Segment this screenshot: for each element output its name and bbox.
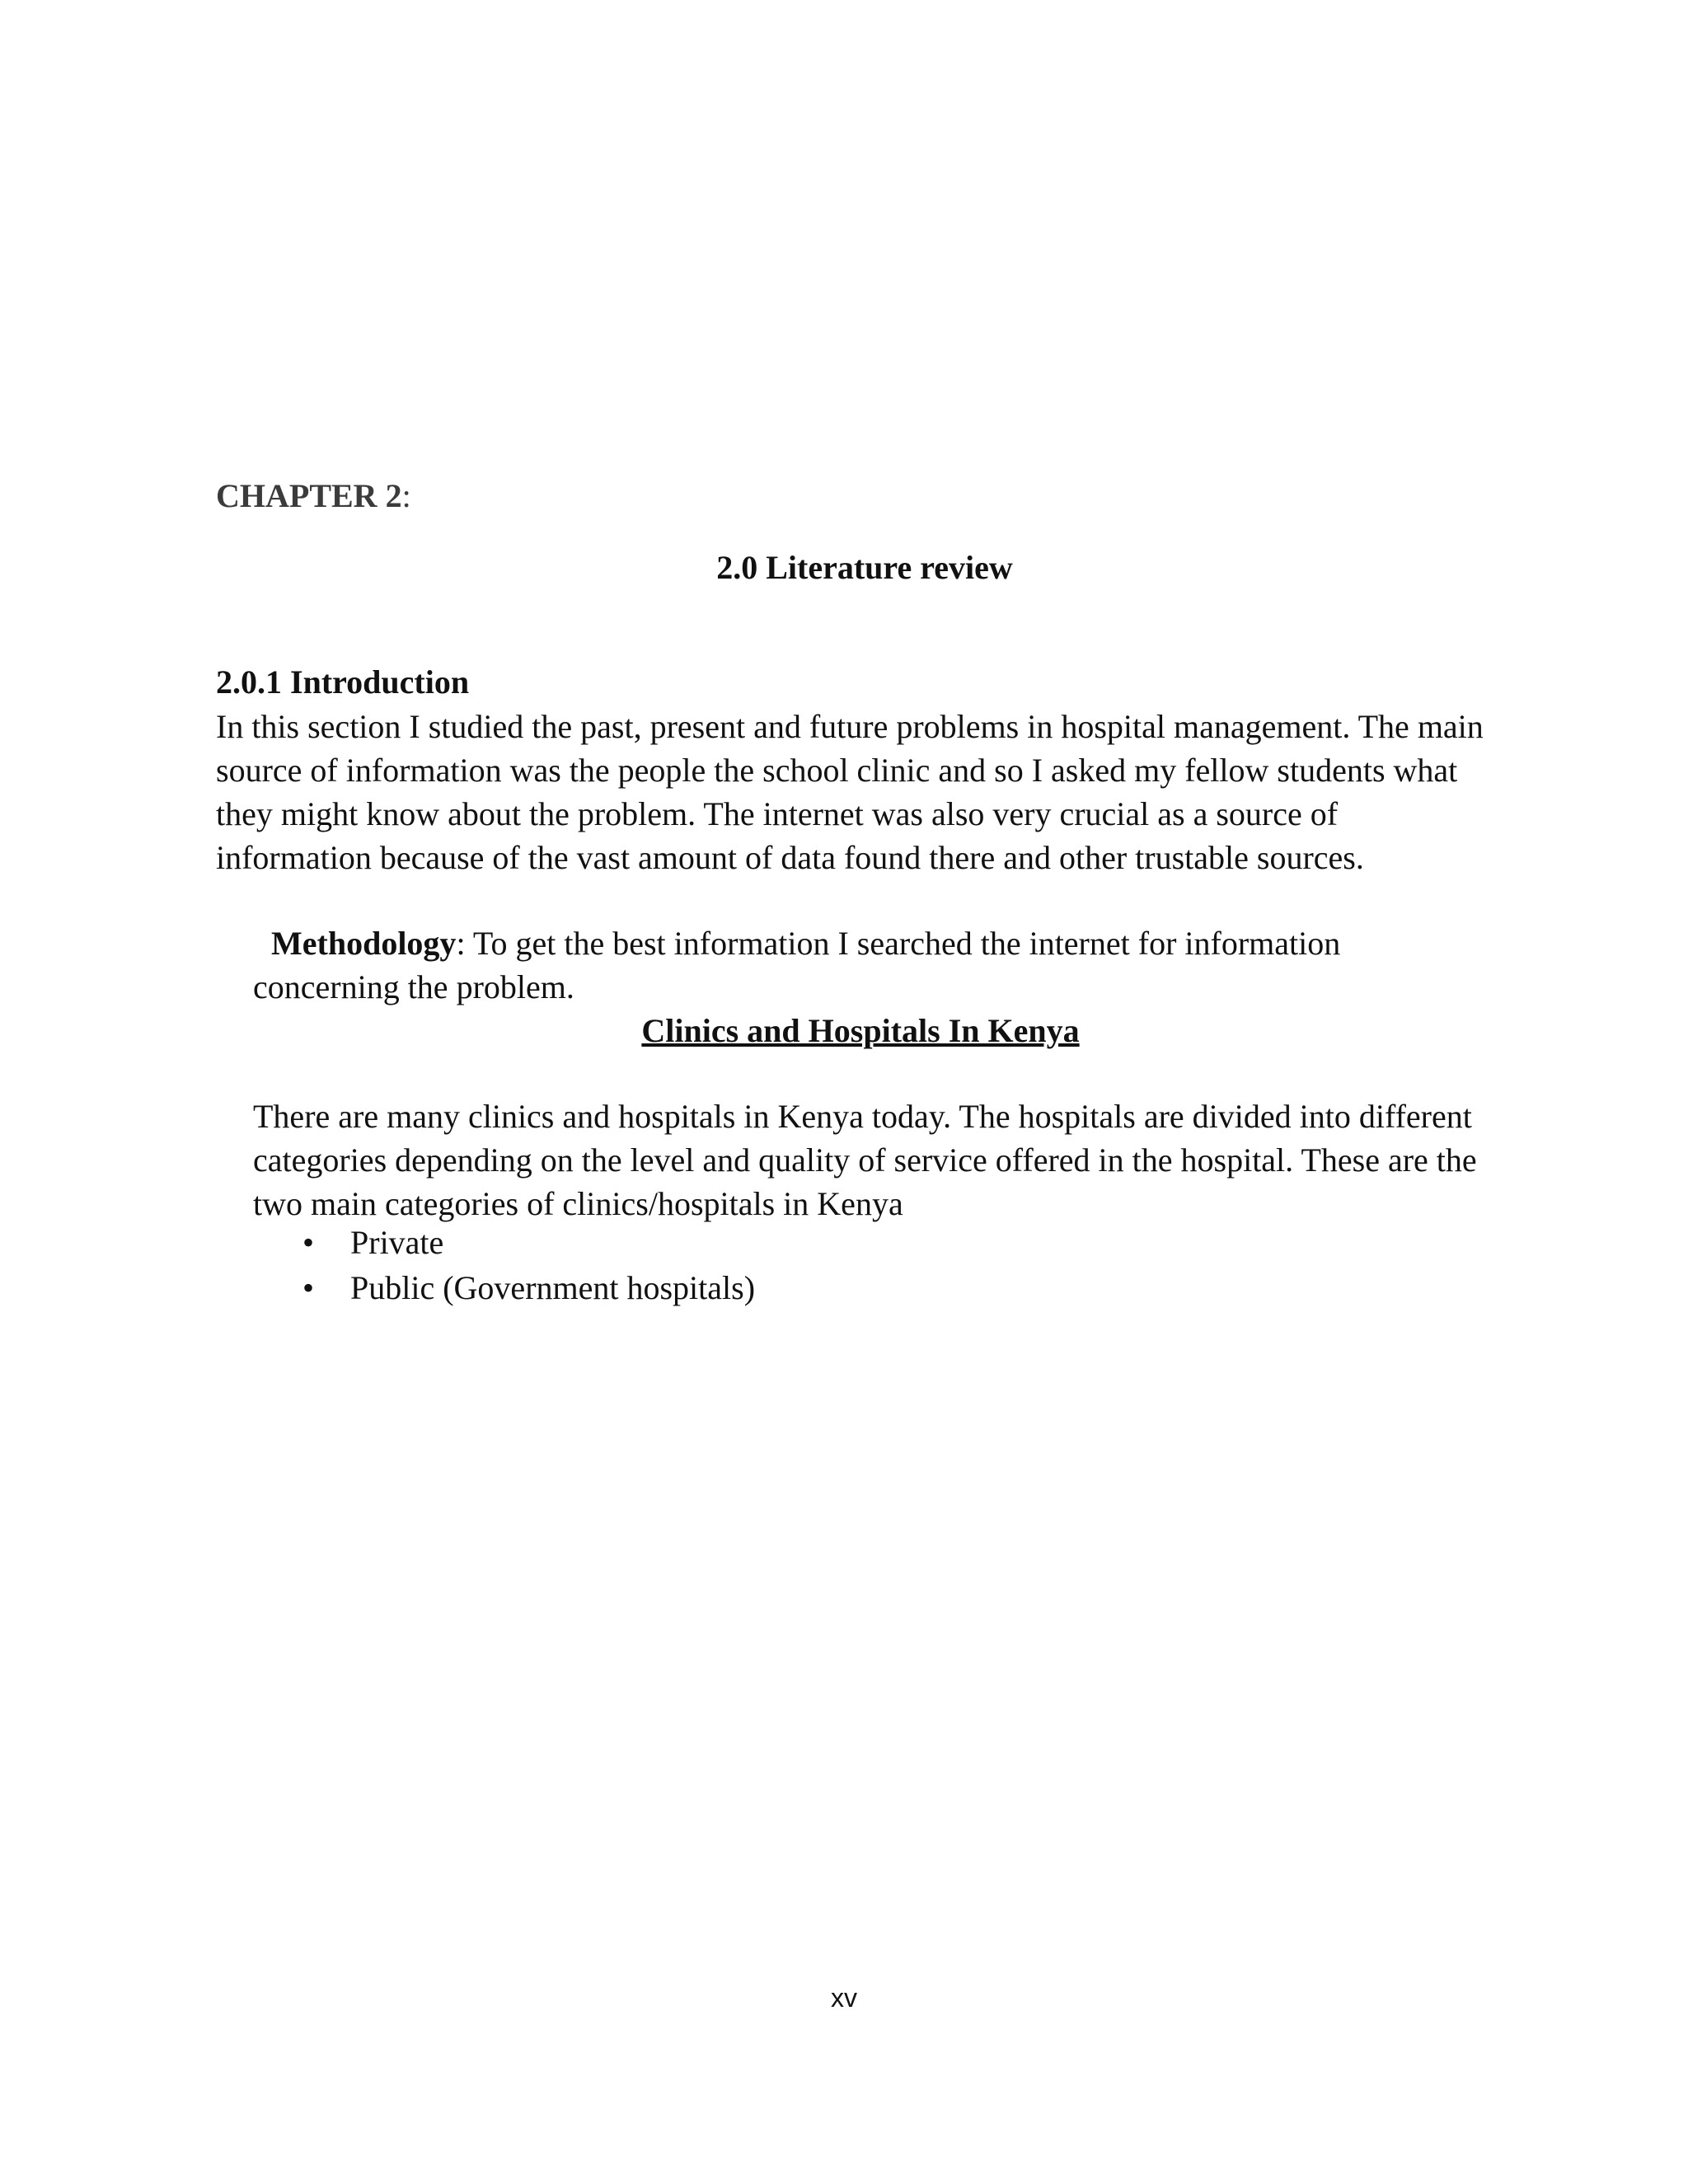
bullet-icon: • [302, 1269, 315, 1306]
methodology-paragraph [253, 921, 1407, 1009]
methodology-label: Methodology [271, 925, 457, 962]
list-item [302, 1265, 755, 1310]
page-number: xv [831, 1983, 857, 2013]
list-item [302, 1220, 755, 1265]
category-list [302, 1220, 755, 1310]
chapter-colon: : [401, 477, 411, 514]
methodology-text-line1: : To get the best information I searched the internet for information [456, 925, 1341, 962]
category-private: Private [350, 1224, 444, 1261]
clinics-heading: Clinics and Hospitals In Kenya [641, 1012, 1080, 1049]
introduction-paragraph: In this section I studied the past, present and future problems in hospital management. The main source of information was the people the school clinic and so I asked my fellow students what they might know about the problem. The internet was also very crucial as a source of information because of the vast amount of data found there and other trustable sources. [216, 708, 1484, 876]
methodology-text-line2: concerning the problem. [253, 968, 574, 1005]
bullet-icon: • [302, 1224, 315, 1261]
chapter-label: CHAPTER 2 [216, 477, 402, 514]
clinics-paragraph: There are many clinics and hospitals in Kenya today. The hospitals are divided into different categories depending on the level and quality of service offered in the hospital. These are the two main categories of clinics/hospitals in Kenya [253, 1098, 1477, 1222]
introduction-heading: 2.0.1 Introduction [216, 663, 470, 701]
section-title: 2.0 Literature review [716, 549, 1013, 586]
methodology-first-line [253, 925, 1340, 962]
chapter-heading [216, 476, 411, 516]
category-public: Public (Government hospitals) [350, 1269, 756, 1306]
